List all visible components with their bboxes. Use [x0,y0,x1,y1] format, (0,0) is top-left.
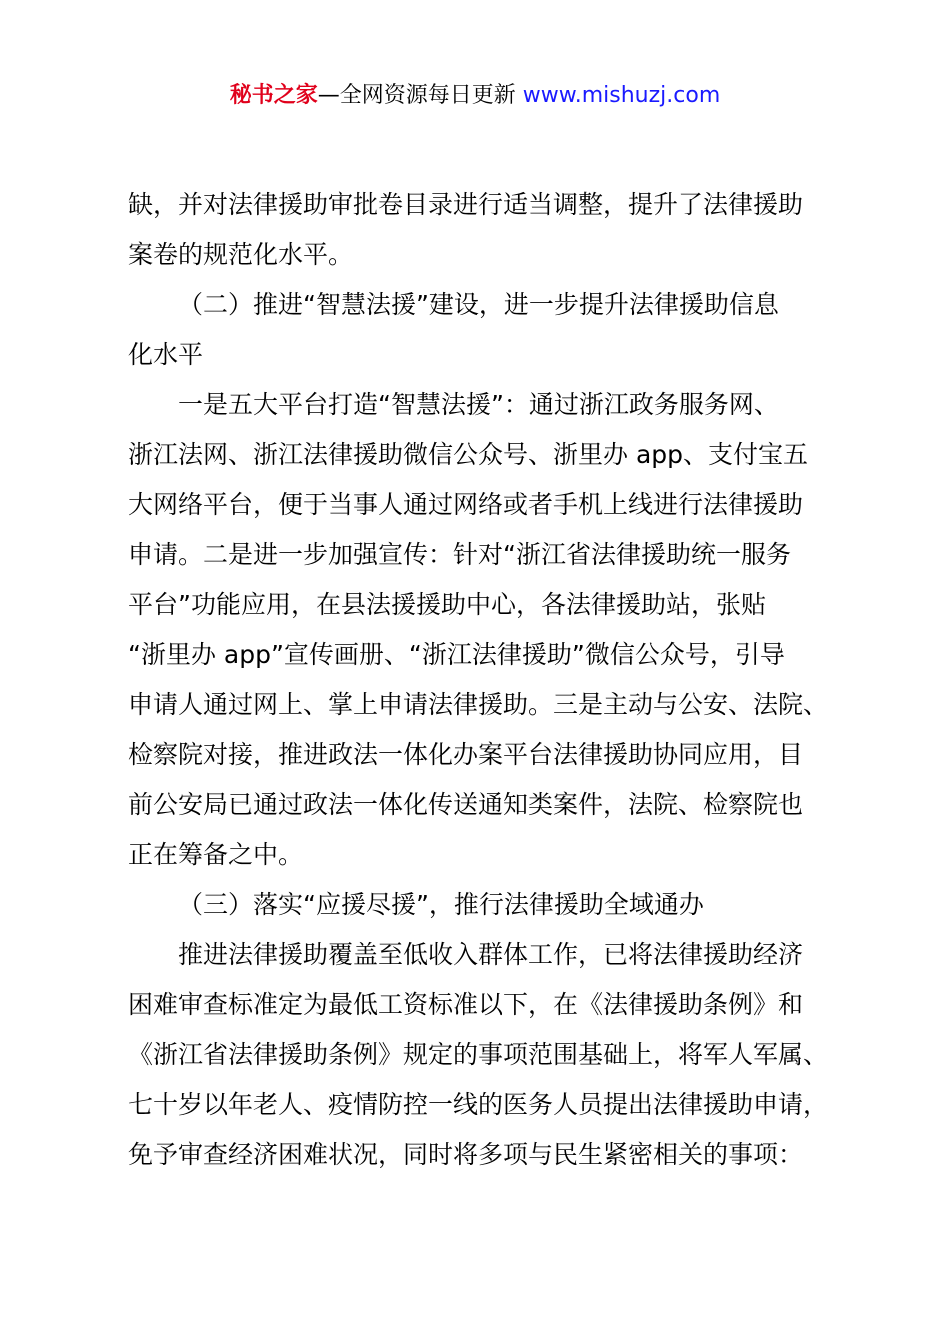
paragraph-line: 案卷的规范化水平。 [128,240,354,269]
paragraph-line: “浙里办 app”宣传画册、“浙江法律援助”微信公众号，引导 [128,640,785,669]
page-header [0,80,950,112]
paragraph-line: 《浙江省法律援助条例》规定的事项范围基础上，将军人军属、 [128,1040,829,1069]
paragraph-line: 推进法律援助覆盖至低收入群体工作，已将法律援助经济 [178,940,804,969]
brand-name: 秘书之家 [229,83,318,108]
document-body [128,180,848,1180]
paragraph-line: 浙江法网、浙江法律援助微信公众号、浙里办 app、支付宝五 [128,440,809,469]
paragraph-line: 检察院对接，推进政法一体化办案平台法律援助协同应用，目 [128,740,804,769]
section-heading-2-cont: 化水平 [128,340,204,369]
site-url-link[interactable]: www.mishuzj.com [522,83,721,108]
paragraph-line: 申请人通过网上、掌上申请法律援助。三是主动与公安、法院、 [128,690,829,719]
paragraph-line: 七十岁以年老人、疫情防控一线的医务人员提出法律援助申请， [128,1090,829,1119]
paragraph-line: 申请。二是进一步加强宣传：针对“浙江省法律援助统一服务 [128,540,791,569]
paragraph-line: 正在筹备之中。 [128,840,304,869]
paragraph-line: 平台”功能应用，在县法援援助中心，各法律援助站，张贴 [128,590,766,619]
paragraph-line: 一是五大平台打造“智慧法援”：通过浙江政务服务网、 [178,390,779,419]
paragraph-line: 缺，并对法律援助审批卷目录进行适当调整，提升了法律援助 [128,190,804,219]
paragraph-line: 困难审查标准定为最低工资标准以下，在《法律援助条例》和 [128,990,804,1019]
paragraph-line: 大网络平台，便于当事人通过网络或者手机上线进行法律援助 [128,490,804,519]
paragraph-line: 前公安局已通过政法一体化传送通知类案件，法院、检察院也 [128,790,804,819]
section-heading-2: （二）推进“智慧法援”建设，进一步提升法律援助信息 [178,290,779,319]
section-heading-3: （三）落实“应援尽援”，推行法律援助全域通办 [178,890,704,919]
paragraph-line: 免予审查经济困难状况，同时将多项与民生紧密相关的事项： [128,1140,804,1169]
header-tagline: —全网资源每日更新 [317,83,523,108]
